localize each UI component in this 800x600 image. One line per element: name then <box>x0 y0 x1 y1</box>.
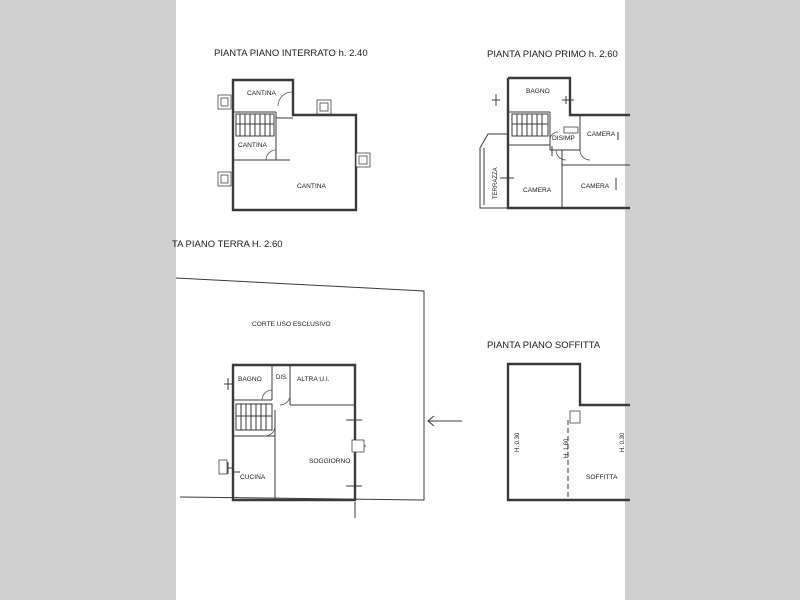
interrato-door <box>278 92 292 106</box>
window-well-inner <box>320 103 328 111</box>
room-label: DIS. <box>276 375 288 381</box>
terra-door-2 <box>280 395 290 405</box>
title-primo: PIANTA PIANO PRIMO h. 2.60 <box>487 49 618 60</box>
primo-stair <box>512 114 548 136</box>
room-label-terrazza: TERRAZZA <box>493 167 499 199</box>
room-label: CANTINA <box>247 90 276 97</box>
plan-terra <box>172 239 462 518</box>
title-soffitta: PIANTA PIANO SOFFITTA <box>487 340 601 351</box>
plan-interrato <box>214 48 370 210</box>
room-label: BAGNO <box>238 376 262 383</box>
entrance-arrow <box>428 416 462 426</box>
title-interrato: PIANTA PIANO INTERRATO h. 2.40 <box>214 48 368 59</box>
room-label: SOFFITTA <box>586 474 618 481</box>
terra-stair <box>236 404 272 430</box>
room-label: CANTINA <box>297 183 326 190</box>
interrato-stair <box>236 114 274 136</box>
soffitta-hatch <box>570 411 580 423</box>
room-label: ALTRA U.I. <box>297 376 330 383</box>
room-label: CAMERA <box>587 131 616 138</box>
room-label: SOGGIORNO <box>309 458 351 465</box>
room-label: CAMERA <box>523 187 552 194</box>
drawing-sheet <box>172 0 626 600</box>
terra-fixture <box>352 440 364 452</box>
room-label: DISIMP <box>552 135 575 142</box>
primo-door-2 <box>580 150 590 160</box>
primo-fixture <box>564 127 578 133</box>
room-label: CANTINA <box>238 142 267 149</box>
room-label: CAMERA <box>581 183 610 190</box>
room-label: BAGNO <box>526 88 550 95</box>
terra-fixture-2 <box>219 460 227 474</box>
window-well-inner <box>221 175 228 183</box>
corte-boundary <box>176 278 424 500</box>
title-terra: TA PIANO TERRA H. 2.60 <box>172 239 283 250</box>
primo-door <box>556 150 566 160</box>
room-label: CORTE USO ESCLUSIVO <box>252 321 331 328</box>
window-well-inner <box>221 98 228 106</box>
primo-window-marks <box>492 94 618 190</box>
interrato-door-2 <box>266 150 276 160</box>
plan-soffitta <box>487 340 630 500</box>
floor-plans <box>172 0 626 600</box>
terra-door <box>262 390 272 400</box>
window-well-inner <box>359 156 367 164</box>
height-label: H. 0.30 <box>515 432 521 452</box>
plan-primo <box>480 49 630 208</box>
terra-window-marks <box>224 378 366 518</box>
height-label: H. 1.60 <box>564 438 570 458</box>
height-label: H. 0.30 <box>620 432 626 452</box>
room-label: CUCINA <box>240 474 266 481</box>
